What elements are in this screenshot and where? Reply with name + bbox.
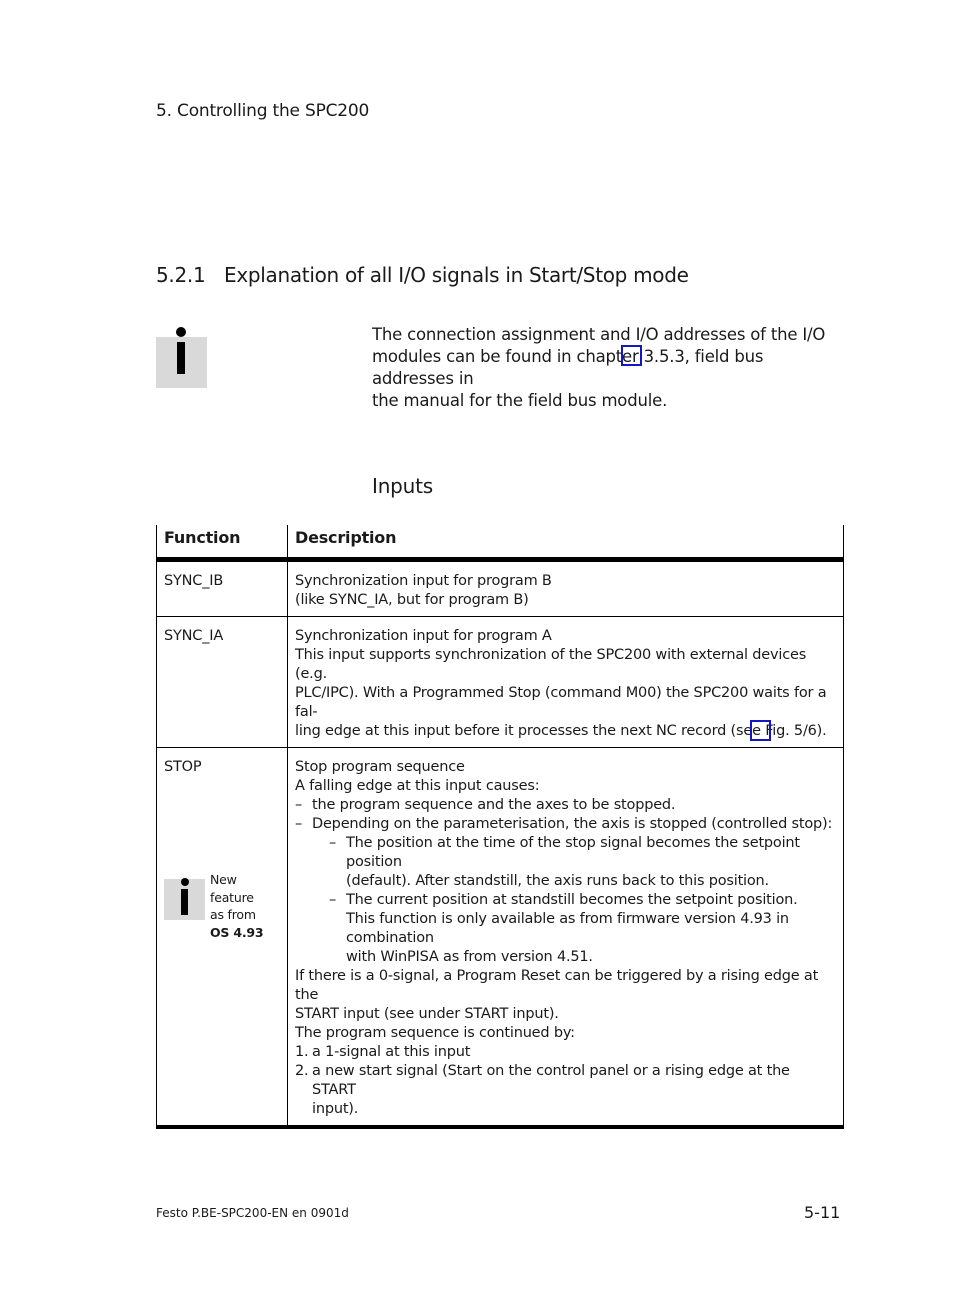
page-number: 5-11 (804, 1203, 841, 1222)
info-icon (156, 337, 207, 388)
section-number: 5.2.1 (156, 263, 206, 287)
new-feature-note: New feature as from OS 4.93 (164, 871, 280, 931)
table-row (157, 748, 844, 1128)
description-cell: Synchronization input for program B (like SYNC_IA, but for program B) (288, 560, 844, 617)
info-note (372, 324, 846, 412)
function-cell: SYNC_IB (157, 560, 288, 617)
note-line: the manual for the field bus module. (372, 391, 668, 410)
note-line: The connection assignment and I/O addresses of the I/O (372, 325, 826, 344)
table-header-row (157, 525, 844, 560)
numbered-list: 1. a 1-signal at this input 2. a new start signal (Start on the control panel or a rising edge at the START input). (295, 1044, 790, 1117)
function-cell: STOP New feature as from OS 4.93 (157, 748, 288, 1128)
info-icon (164, 879, 205, 920)
section-title: Explanation of all I/O signals in Start/Stop mode (224, 263, 689, 287)
table-row (157, 617, 844, 748)
footer-doc-id: Festo P.BE-SPC200-EN en 0901d (156, 1206, 349, 1220)
description-header: Description (288, 525, 844, 560)
inputs-table (156, 525, 844, 1129)
function-cell: SYNC_IA (157, 617, 288, 748)
section-heading (156, 263, 689, 287)
table-row (157, 560, 844, 617)
note-line: modules can be found in chapte r 3.5.3, field bus addresses in (372, 347, 764, 388)
description-cell: Stop program sequence A falling edge at this input causes: – the program sequence and the axes to be stopped. – Depending on the parameterisation, the axis is stopped (controlled stop): – The position at the time of the stop signal becomes the setpoint position (default). After standstill, the axis runs back to this position. – The current position at standstill becomes the setpoint position. This function is only available as from firmware version 4.93 in combination with WinPISA as from version 4.51. If there is a 0-signal, a Program Reset can be triggered by a rising edge at the START input (see under START input). The program sequence is continued by: 1. a 1-signal at this input 2. a new start signal (Start on the control panel or a rising edge at the START input). (288, 748, 844, 1128)
function-header: Function (157, 525, 288, 560)
dash-list: – the program sequence and the axes to be stopped. – Depending on the parameterisation, the axis is stopped (controlled stop): – The position at the time of the stop signal becomes the setpoint position (default). After standstill, the axis runs back to this position. – The current position at standstill becomes the setpoint position. This function is only available as from firmware version 4.93 in combination with WinPISA as from version 4.51. (295, 796, 836, 967)
description-cell: Synchronization input for program A This input supports synchronization of the SPC200 with external devices (e.g. PLC/IPC). With a Programmed Stop (command M00) the SPC200 waits for a fal- ling edge at this input before it processes the next NC record (se e Fig. 5/6). (288, 617, 844, 748)
inputs-heading: Inputs (372, 474, 434, 498)
chapter-header: 5. Controlling the SPC200 (156, 101, 370, 121)
